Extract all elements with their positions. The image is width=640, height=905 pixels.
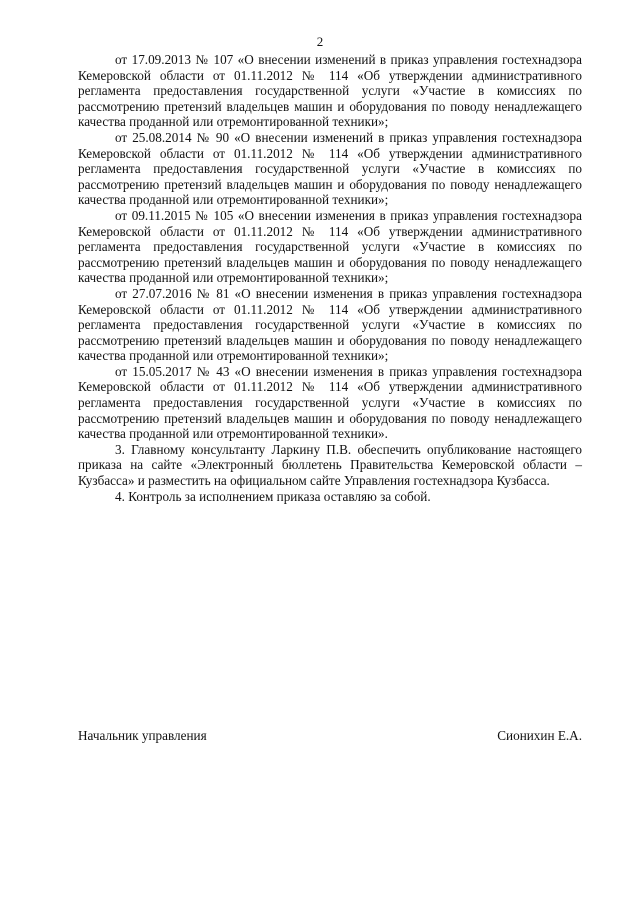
page-number: 2 — [316, 34, 324, 49]
signatory-name: Сионихин Е.А. — [497, 728, 582, 743]
paragraph-amendment-2017: от 15.05.2017 № 43 «О внесении изменения в приказ управления гостехнадзора Кемеровской области от 01.11.2012 № 114 «Об утверждении административного регламента предоставления государственной услуги «Участие в комиссиях по рассмотрению претензий владельцев машин и оборудования по поводу ненадлежащего качества проданной или отремонтированной техники». — [78, 363, 582, 442]
paragraph-amendment-2016: от 27.07.2016 № 81 «О внесении изменения в приказ управления гостехнадзора Кемеровской области от 01.11.2012 № 114 «Об утверждении административного регламента предоставления государственной услуги «Участие в комиссиях по рассмотрению претензий владельцев машин и оборудования по поводу ненадлежащего качества проданной или отремонтированной техники»; — [78, 285, 582, 364]
paragraph-amendment-2014: от 25.08.2014 № 90 «О внесении изменений в приказ управления гостехнадзора Кемеровской области от 01.11.2012 № 114 «Об утверждении административного регламента предоставления государственной услуги «Участие в комиссиях по рассмотрению претензий владельцев машин и оборудования по поводу ненадлежащего качества проданной или отремонтированной техники»; — [78, 129, 582, 208]
signatory-position: Начальник управления — [78, 728, 207, 743]
document-body — [78, 52, 582, 504]
paragraph-item-3: 3. Главному консультанту Ларкину П.В. обеспечить опубликование настоящего приказа на сайте «Электронный бюллетень Правительства Кемеровской области – Кузбасса» и разместить на официальном сайте Управления гостехнадзора Кузбасса. — [78, 441, 582, 489]
paragraph-amendment-2013: от 17.09.2013 № 107 «О внесении изменений в приказ управления гостехнадзора Кемеровской области от 01.11.2012 № 114 «Об утверждении административного регламента предоставления государственной услуги «Участие в комиссиях по рассмотрению претензий владельцев машин и оборудования по поводу ненадлежащего качества проданной или отремонтированной техники»; — [78, 52, 582, 130]
paragraph-item-4: 4. Контроль за исполнением приказа оставляю за собой. — [115, 488, 431, 504]
paragraph-amendment-2015: от 09.11.2015 № 105 «О внесении изменения в приказ управления гостехнадзора Кемеровской области от 01.11.2012 № 114 «Об утверждении административного регламента предоставления государственной услуги «Участие в комиссиях по рассмотрению претензий владельцев машин и оборудования по поводу ненадлежащего качества проданной или отремонтированной техники»; — [78, 207, 582, 286]
